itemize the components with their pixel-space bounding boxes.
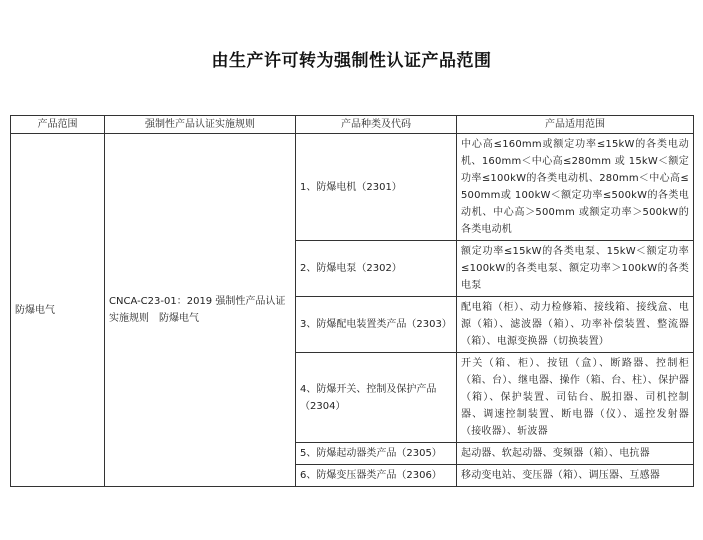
certification-rule-cell: CNCA-C23-01：2019 强制性产品认证实施规则 防爆电气 — [105, 134, 296, 487]
applicable-scope-cell: 起动器、软起动器、变频器（箱）、电抗器 — [457, 443, 694, 465]
header-certification-rule: 强制性产品认证实施规则 — [105, 116, 296, 134]
table-row — [11, 134, 694, 241]
header-applicable-scope: 产品适用范围 — [457, 116, 694, 134]
table-header-row — [11, 116, 694, 134]
product-type-cell: 5、防爆起动器类产品（2305） — [296, 443, 457, 465]
product-type-cell: 2、防爆电泵（2302） — [296, 241, 457, 297]
applicable-scope-cell: 开关（箱、柜）、按钮（盒）、断路器、控制柜（箱、台）、继电器、操作（箱、台、柱）、保护器（箱）、保护装置、司钻台、脱扣器、司机控制器、调速控制装置、断电器（仪）、遥控发射器（接收器）、斩波器 — [457, 353, 694, 443]
product-type-cell: 4、防爆开关、控制及保护产品（2304） — [296, 353, 457, 443]
page-title: 由生产许可转为强制性认证产品范围 — [211, 51, 492, 71]
applicable-scope-cell: 移动变电站、变压器（箱）、调压器、互感器 — [457, 465, 694, 487]
header-product-scope: 产品范围 — [11, 116, 105, 134]
applicable-scope-cell: 额定功率≤15kW的各类电泵、15kW＜额定功率≤100kW的各类电泵、额定功率＞100kW的各类电泵 — [457, 241, 694, 297]
header-product-type-code: 产品种类及代码 — [296, 116, 457, 134]
product-type-cell: 3、防爆配电装置类产品（2303） — [296, 297, 457, 353]
product-scope-table — [10, 115, 694, 487]
product-type-cell: 1、防爆电机（2301） — [296, 134, 457, 241]
product-scope-cell: 防爆电气 — [11, 134, 105, 487]
product-type-cell: 6、防爆变压器类产品（2306） — [296, 465, 457, 487]
applicable-scope-cell: 中心高≤160mm或额定功率≤15kW的各类电动机、160mm＜中心高≤280mm 或 15kW＜额定功率≤100kW的各类电动机、280mm＜中心高≤500mm或 100kW＜额定功率≤500kW的各类电动机、中心高＞500mm 或额定功率＞500kW的各类电动机 — [457, 134, 694, 241]
applicable-scope-cell: 配电箱（柜）、动力检修箱、接线箱、接线盒、电源（箱）、滤波器（箱）、功率补偿装置、整流器（箱）、电源变换器（切换装置） — [457, 297, 694, 353]
